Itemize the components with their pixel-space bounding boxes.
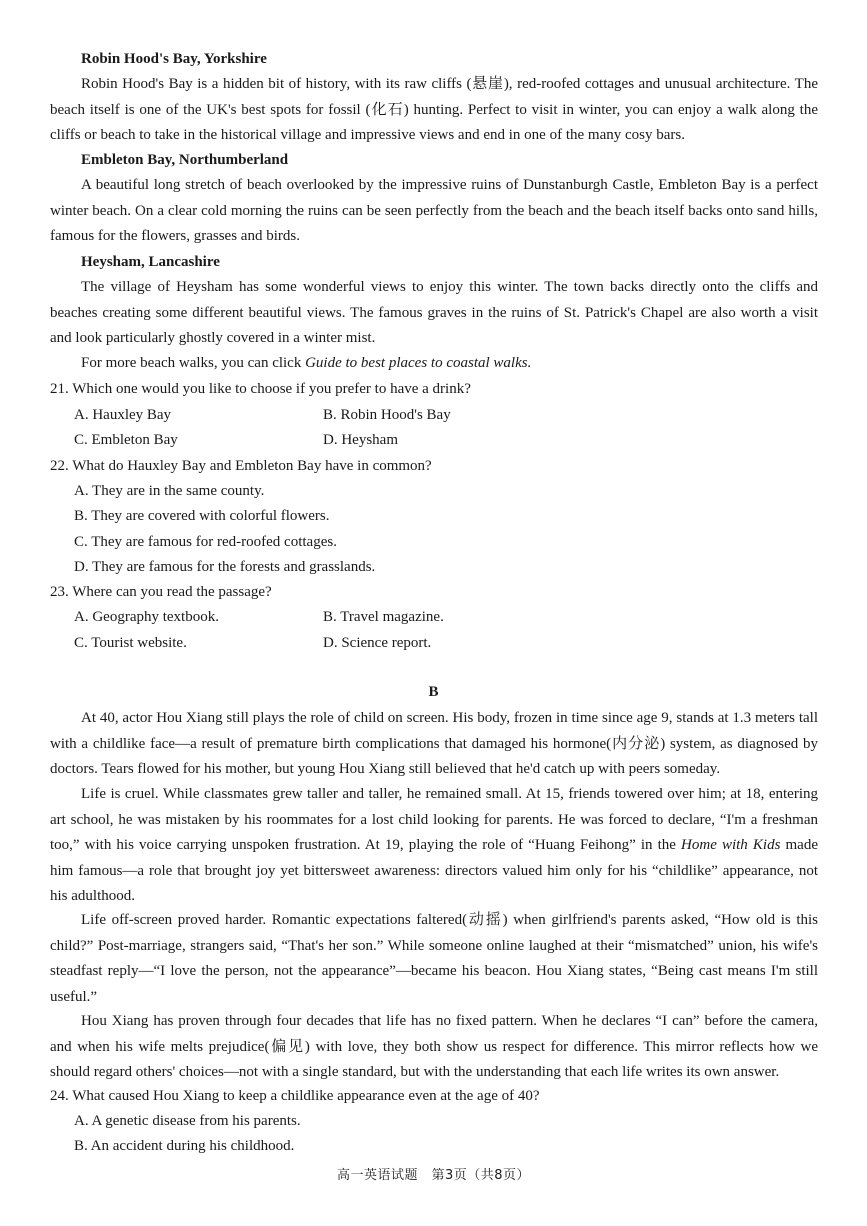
question-21-option-b: B. Robin Hood's Bay bbox=[323, 407, 451, 423]
question-23-option-d: D. Science report. bbox=[323, 635, 432, 651]
coastal-walks-link[interactable]: Guide to best places to coastal walks. bbox=[305, 355, 532, 371]
passage-b-paragraph-2 bbox=[50, 782, 818, 910]
section-heading-embleton: Embleton Bay, Northumberland bbox=[81, 152, 289, 168]
question-22-option-c: C. They are famous for red-roofed cottages. bbox=[74, 534, 337, 550]
section-heading-robin-hood: Robin Hood's Bay, Yorkshire bbox=[81, 51, 267, 67]
passage-b-paragraph-3: Life off-screen proved harder. Romantic expectations faltered(动摇) when girlfriend's parents asked, “How old is this child?” Post-marriage, strangers said, “That's her son.” While someone online laughed at their “mismatched” union, his wife's steadfast reply—“I love the person, not the appearance”—became his beacon. Hou Xiang states, “Being cast means I'm still useful.” bbox=[50, 912, 818, 1005]
paragraph-embleton: A beautiful long stretch of beach overlooked by the impressive ruins of Dunstanburgh Castle, Embleton Bay is a perfect winter beach. On a clear cold morning the ruins can be seen perfectly from the beach and the beach itself backs onto sand hills, famous for the flowers, grasses and birds. bbox=[50, 177, 818, 245]
show-title: Home with Kids bbox=[681, 837, 781, 854]
question-22-option-b: B. They are covered with colorful flowers. bbox=[74, 508, 330, 524]
question-23-stem: 23. Where can you read the passage? bbox=[50, 584, 272, 600]
paragraph-2-part-1: Life is cruel. While classmates grew taller and taller, he remained small. At 15, friends towered over him; at 18, entering art school, he was mistaken by his roommates for a lost child looking for parents. He was forced to declare, “I'm a freshman too,” with his voice carrying unspoken frustration. At 19, playing the role of “Huang Feihong” in the bbox=[50, 786, 818, 854]
section-heading-heysham: Heysham, Lancashire bbox=[81, 254, 220, 270]
paragraph-robin-hood: Robin Hood's Bay is a hidden bit of history, with its raw cliffs (悬崖), red-roofed cottages and unusual architecture. The beach itself is one of the UK's best spots for fossil (化石) hunting. Perfect to visit in winter, you can enjoy a walk along the cliffs or beach to take in the historical village and impressive views and end in one of the many cosy bars. bbox=[50, 76, 818, 144]
question-21-option-c: C. Embleton Bay bbox=[74, 432, 178, 448]
paragraph-2-part-2: made him famous—a role that brought joy yet bittersweet awareness: directors valued him only for his “childlike” appearance, not his adulthood. bbox=[50, 837, 818, 905]
paragraph-heysham: The village of Heysham has some wonderful views to enjoy this winter. The town backs directly onto the cliffs and beaches creating some different beautiful views. The famous graves in the ruins of St. Patrick's Chapel are also worth a visit and look particularly ghostly covered in a winter mist. bbox=[50, 279, 818, 347]
more-walks-prefix: For more beach walks, you can click bbox=[81, 355, 306, 371]
question-23-option-a: A. Geography textbook. bbox=[74, 609, 219, 625]
question-22-option-d: D. They are famous for the forests and grasslands. bbox=[74, 559, 376, 575]
question-21-stem: 21. Which one would you like to choose if you prefer to have a drink? bbox=[50, 381, 471, 397]
passage-b-paragraph-4: Hou Xiang has proven through four decades that life has no fixed pattern. When he declares “I can” before the camera, and when his wife melts prejudice(偏见) with love, they both show us respect for difference. This mirror reflects how we should regard others' choices—not with a single standard, but with the understanding that each life writes its own answer. bbox=[50, 1013, 818, 1081]
question-23-option-b: B. Travel magazine. bbox=[323, 609, 444, 625]
question-21-option-d: D. Heysham bbox=[323, 432, 398, 448]
question-24-option-a: A. A genetic disease from his parents. bbox=[74, 1113, 301, 1129]
passage-b-paragraph-1: At 40, actor Hou Xiang still plays the role of child on screen. His body, frozen in time since age 9, stands at 1.3 meters tall with a childlike face—a result of premature birth complications that damaged his hormone(内分泌) system, as diagnosed by doctors. Tears flowed for his mother, but young Hou Xiang still believed that he'd catch up with peers someday. bbox=[50, 710, 818, 778]
question-21-option-a: A. Hauxley Bay bbox=[74, 407, 172, 423]
question-22-stem: 22. What do Hauxley Bay and Embleton Bay have in common? bbox=[50, 458, 432, 474]
question-23-option-c: C. Tourist website. bbox=[74, 635, 187, 651]
question-24-stem: 24. What caused Hou Xiang to keep a childlike appearance even at the age of 40? bbox=[50, 1088, 540, 1104]
question-22-option-a: A. They are in the same county. bbox=[74, 483, 265, 499]
page-footer: 高一英语试题 第3页（共8页） bbox=[336, 1168, 531, 1183]
section-b-label: B bbox=[428, 684, 439, 700]
more-walks-line bbox=[81, 355, 531, 372]
question-24-option-b: B. An accident during his childhood. bbox=[74, 1138, 295, 1154]
